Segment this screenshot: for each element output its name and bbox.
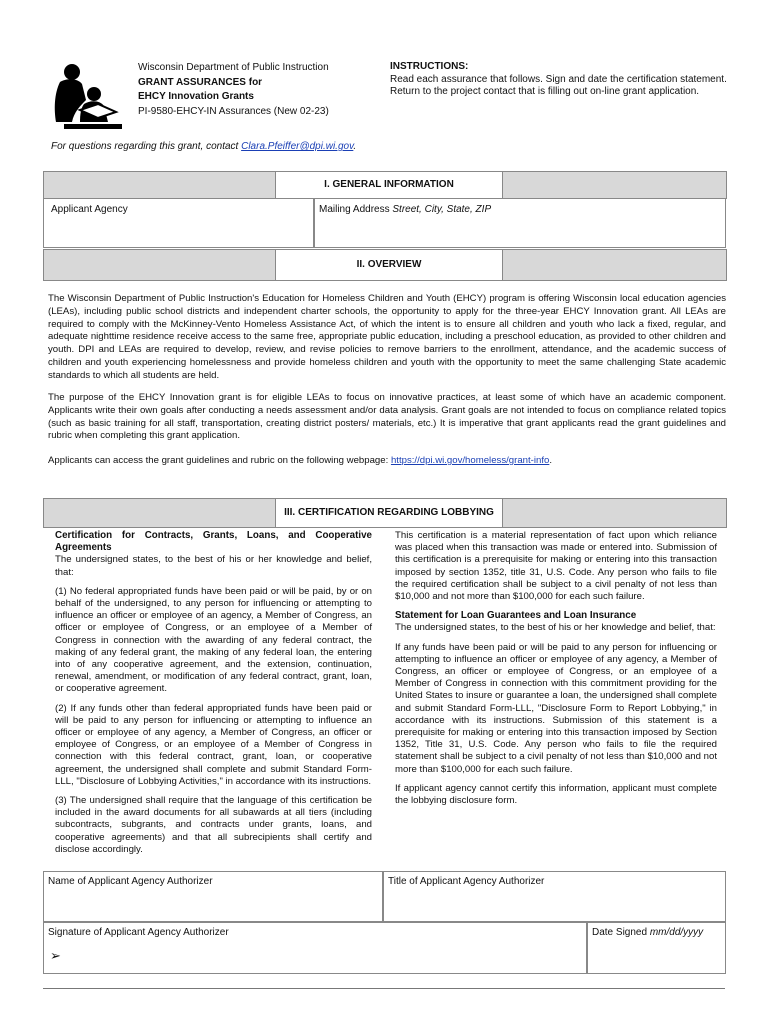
instructions (390, 61, 740, 99)
overview-paragraph-3-suffix: . (549, 455, 552, 466)
mailing-address-label-wrap (319, 204, 491, 215)
overview-paragraph-3-prefix: Applicants can access the grant guidelines and rubric on the following webpage: (48, 455, 391, 466)
certification-intro: The undersigned states, to the best of his or her knowledge and belief, that: (55, 554, 372, 578)
applicant-agency-field[interactable] (43, 198, 315, 248)
date-signed-hint: mm/dd/yyyy (649, 927, 704, 938)
certification-clause-1: (1) No federal appropriated funds have been paid or will be paid, by or on behalf of the undersigned, to any person for influencing or attempting to influence an officer or employee of an agency, a Member of Congress, an officer or employee of Congress, or an employee of a Member of Congress in connection with the awarding of any federal contract, the making of any federal grant, the making of any federal loan, the entering into of any cooperative agreement, and the extension, continuation, renewal, amendment, or modification of any federal contract, grant, loan, or cooperative agreement. (55, 585, 372, 695)
mailing-address-hint: Street, City, State, ZIP (392, 204, 492, 215)
material-representation-text: This certification is a material representation of fact upon which reliance was placed when this transaction was made or entered into. Submission of this certification is a prerequisite for making or entering into this transaction imposed by section 1352, title 31, U.S. Code. Any person who fails to file the required certification shall be subject to a civil penalty of not less than $10,000 and not more than $100,000 for each such failure. (395, 530, 717, 603)
signature-field[interactable] (43, 921, 588, 974)
overview-paragraph-3 (48, 455, 726, 468)
section-overview-title: II. OVERVIEW (275, 250, 503, 280)
applicant-agency-label: Applicant Agency (51, 204, 128, 215)
certification-clause-2: (2) If any funds other than federal appropriated funds have been paid or will be paid to any person for influencing or attempting to influence an officer or employee of any agency, a Member of Congress, an officer or employee of Congress, or an employee of a Member of Congress in connection with this federal contract, grant, loan, or cooperative agreement, the undersigned shall complete and submit Standard Form-LLL, "Disclosure of Lobbying Activities," in accordance with its instructions. (55, 702, 372, 787)
authorizer-title-field[interactable] (382, 871, 726, 923)
date-signed-field[interactable] (586, 921, 726, 974)
form-title-line1: GRANT ASSURANCES for (138, 76, 263, 88)
mailing-address-label: Mailing Address (319, 204, 393, 215)
overview-paragraph-2: The purpose of the EHCY Innovation grant is for eligible LEAs to focus on innovative practices, at least some of which have an academic component. Applicants write their own goals after conducting a needs assessment and/or data analysis. Grant goals are not intended to focus on compliance related topics (such as basic training for all staff, transportation, creating district posters/ materials, etc.) It is imperative that grant applicants read the grant guidelines and rubric when completing this grant application. (48, 392, 726, 442)
mailing-address-field[interactable] (313, 198, 726, 248)
contact-prefix: For questions regarding this grant, contact (51, 141, 242, 152)
authorizer-name-label: Name of Applicant Agency Authorizer (48, 876, 213, 887)
lobbying-right-column (395, 530, 717, 814)
parent-child-reading-icon (50, 60, 128, 132)
bottom-rule (43, 988, 725, 989)
certification-clause-3: (3) The undersigned shall require that the language of this certification be included in the award documents for all subawards at all tiers (including subcontracts, subgrants, and contracts under grants, loans, and cooperative agreements) and that all subrecipients shall certify and disclose accordingly. (55, 795, 372, 855)
loan-statement-heading: Statement for Loan Guarantees and Loan Insurance (395, 610, 637, 622)
date-signed-label: Date Signed (592, 927, 650, 938)
grant-info-link[interactable]: https://dpi.wi.gov/homeless/grant-info (390, 455, 550, 466)
form-title-line2: EHCY Innovation Grants (138, 91, 254, 102)
instructions-text: Read each assurance that follows. Sign and date the certification statement. Return to the project contact that is filling out on-line grant application. (390, 73, 727, 97)
authorizer-name-field[interactable] (43, 871, 384, 923)
disclosure-instruction: If applicant agency cannot certify this information, applicant must complete the lobbying disclosure form. (395, 782, 717, 807)
section-general-information-header (43, 171, 727, 199)
signature-arrow-icon: ➢ (50, 948, 61, 963)
loan-statement-text: If any funds have been paid or will be paid to any person for influencing or attempting to influence an officer or employee of any agency, a Member of Congress, an officer or employee of Congress, or an employee of a Member of Congress in connection with this commitment providing for the United States to insure or guarantee a loan, the undersigned shall complete and submit Standard Form-LLL, "Disclosure Form to Report Lobbying," in accordance with its instructions. Submission of this statement is a prerequisite for making or entering into this transaction imposed by Section 1352, Title 31, U.S. Code. Any person who fails to file the required statement shall be subject to a civil penalty of not less than $10,000 and not more than $100,000 for each such failure. (395, 641, 717, 775)
section-lobbying-header (43, 498, 727, 528)
contact-suffix: . (353, 141, 357, 152)
overview-paragraph-1: The Wisconsin Department of Public Instruction's Education for Homeless Children and Youth (EHCY) program is offering Wisconsin local education agencies (LEAs), including public school districts and independent charter schools, the opportunity to apply for the three-year EHCY Innovation grant. All LEAs are required to comply with the McKinney-Vento Homeless Assistance Act, of which the intent is to ensure all children and youth who lack a fixed, regular, and adequate nighttime residence receive access to the same free, appropriate public education, including a preschool education, as provided to other children and youth. DPI and LEAs are required to develop, review, and revise policies to remove barriers to the enrollment, attendance, and the academic success of children and youth experiencing homelessness and provide homeless children and youth with the opportunity to meet the same challenging State academic standards to which all students are held. (48, 293, 726, 381)
contact-line (51, 141, 356, 152)
section-lobbying-title: III. CERTIFICATION REGARDING LOBBYING (275, 499, 503, 527)
date-signed-label-wrap (592, 927, 703, 938)
section-overview-header (43, 249, 727, 281)
signature-label: Signature of Applicant Agency Authorizer (48, 927, 229, 938)
section-general-information-title: I. GENERAL INFORMATION (275, 172, 503, 198)
instructions-heading: INSTRUCTIONS: (390, 61, 469, 72)
certification-heading: Certification for Contracts, Grants, Loans, and Cooperative Agreements (55, 530, 372, 554)
loan-statement-intro: The undersigned states, to the best of his or her knowledge and belief, that: (395, 622, 716, 634)
department-name: Wisconsin Department of Public Instruction (138, 62, 329, 73)
lobbying-left-column (55, 530, 372, 863)
authorizer-title-label: Title of Applicant Agency Authorizer (388, 876, 545, 887)
form-number: PI-9580-EHCY-IN Assurances (New 02-23) (138, 105, 329, 117)
dpi-logo (50, 60, 128, 132)
form-header (138, 61, 329, 119)
contact-email-link[interactable]: Clara.Pfeiffer@dpi.wi.gov (241, 141, 354, 152)
